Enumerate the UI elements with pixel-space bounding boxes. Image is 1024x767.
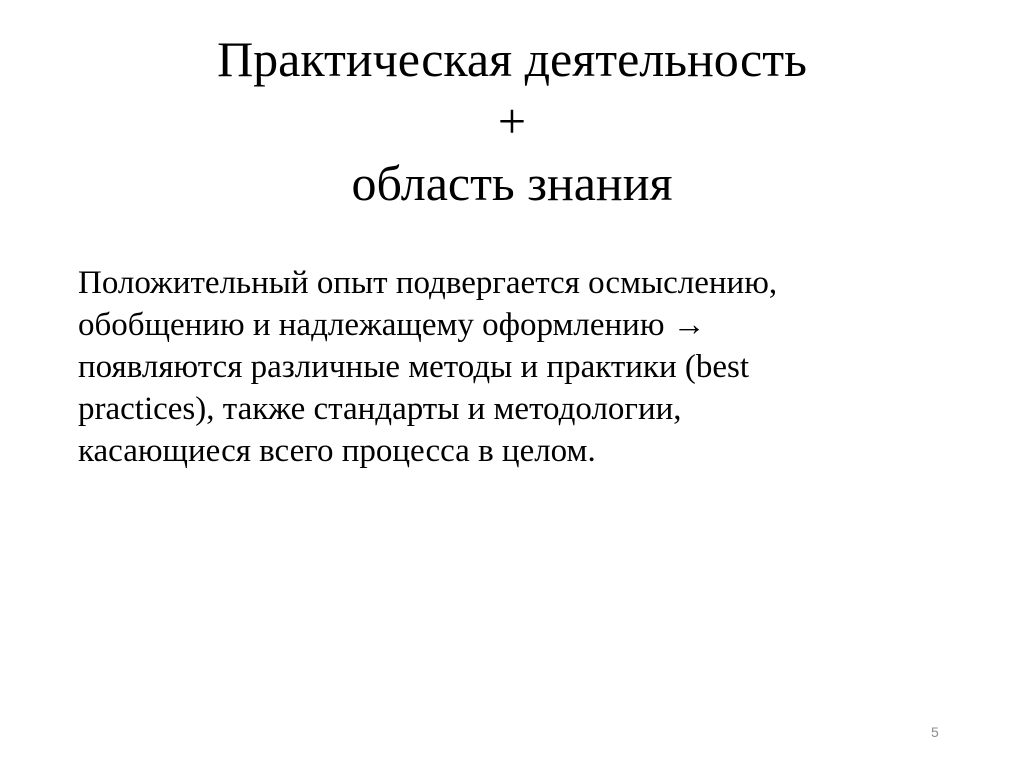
slide-body [78,262,958,472]
body-line: появляются различные методы и практики (best [78,349,750,385]
title-line: Практическая деятельность [217,31,807,87]
body-line: practices), также стандарты и методологии, [78,391,682,427]
body-line: обобщению и надлежащему оформлению → [78,307,706,343]
body-line: касающиеся всего процесса в целом. [78,433,596,469]
body-line: Положительный опыт подвергается осмыслению, [78,265,778,301]
slide-title [0,28,1024,214]
title-line: + [497,93,527,149]
title-line: область знания [351,155,673,211]
page-number: 5 [931,724,939,740]
